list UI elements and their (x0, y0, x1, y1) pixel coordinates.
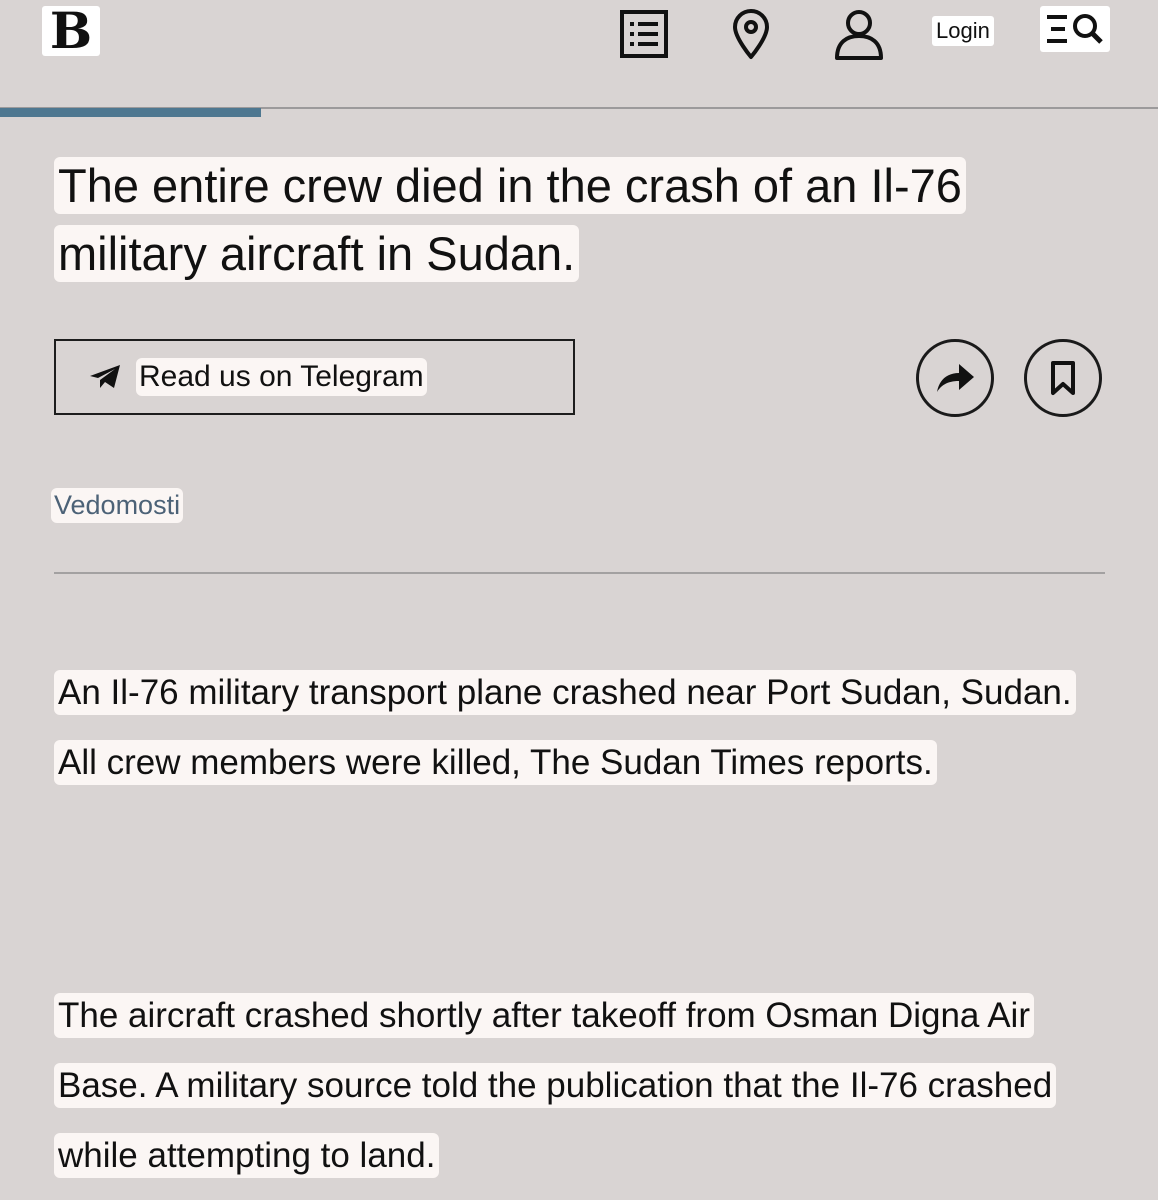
location-pin-icon[interactable] (728, 8, 774, 60)
telegram-button-label: Read us on Telegram (136, 358, 427, 396)
reading-progress-bar (0, 108, 261, 117)
bookmark-icon (1048, 360, 1078, 396)
bookmark-button[interactable] (1024, 339, 1102, 417)
telegram-button[interactable] (54, 339, 575, 415)
article-paragraph-1 (54, 658, 1114, 798)
list-icon[interactable] (616, 8, 672, 60)
article-title-text: The entire crew died in the crash of an Il-76 military aircraft in Sudan. (54, 157, 966, 282)
article-source-link[interactable]: Vedomosti (51, 488, 183, 523)
user-icon[interactable] (830, 8, 888, 60)
login-button[interactable]: Login (932, 16, 994, 46)
telegram-icon (88, 364, 122, 390)
content-divider (54, 572, 1105, 574)
site-logo[interactable]: B (42, 6, 100, 56)
paragraph-text: The aircraft crashed shortly after takeoff from Osman Digna Air Base. A military source told the publication that the Il-76 crashed while attempting to land. (54, 993, 1056, 1178)
share-arrow-icon (933, 358, 977, 398)
paragraph-text: An Il-76 military transport plane crashed near Port Sudan, Sudan. All crew members were killed, The Sudan Times reports. (54, 670, 1076, 785)
menu-search-icon[interactable] (1040, 6, 1110, 52)
article-paragraph-2 (54, 981, 1114, 1191)
article-title (54, 152, 1054, 288)
share-button[interactable] (916, 339, 994, 417)
